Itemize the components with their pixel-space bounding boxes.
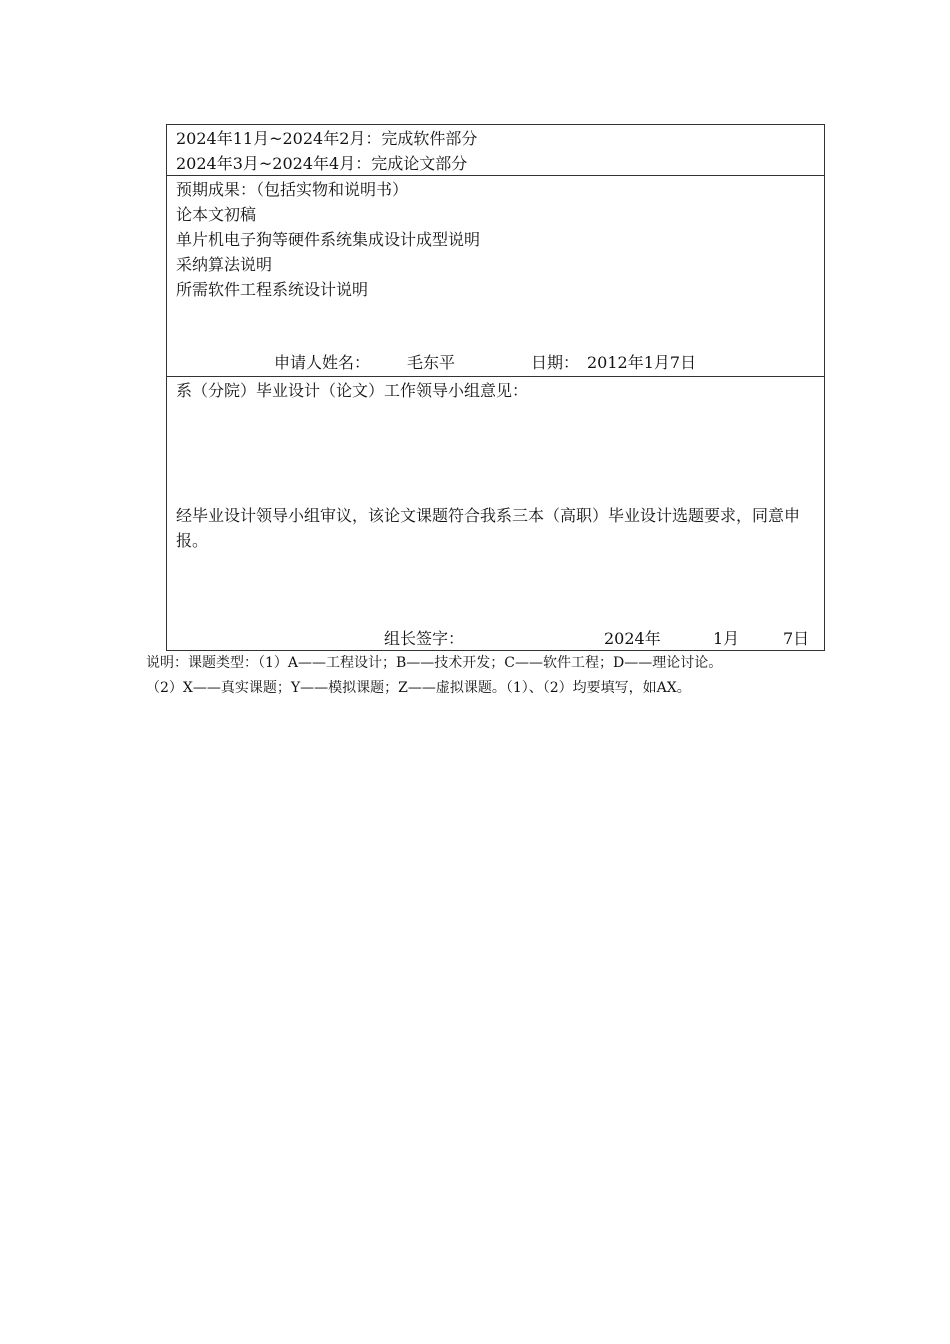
- schedule-line-software: 2024年11月~2024年2月：完成软件部分: [176, 129, 478, 148]
- outcomes-heading: 预期成果：（包括实物和说明书）: [176, 180, 409, 199]
- outcome-item: 所需软件工程系统设计说明: [176, 280, 369, 299]
- signature-year: 2024年: [604, 629, 661, 648]
- outcome-item: 单片机电子狗等硬件系统集成设计成型说明: [176, 230, 481, 249]
- signature-label: 组长签字：: [384, 629, 465, 648]
- signature-day: 7日: [783, 629, 810, 648]
- notes-topic-type: 说明：课题类型：（1）A——工程设计；B——技术开发；C——软件工程；D——理论讨论。: [146, 655, 723, 671]
- date-value: 2012年1月7日: [587, 353, 697, 372]
- schedule-line-thesis: 2024年3月~2024年4月：完成论文部分: [176, 154, 468, 173]
- application-form-table: [166, 124, 825, 651]
- expected-outcomes-cell: [167, 176, 824, 377]
- schedule-cell: [167, 125, 824, 176]
- applicant-name-value: 毛东平: [407, 353, 456, 372]
- signature-month: 1月: [713, 629, 740, 648]
- outcome-item: 论本文初稿: [176, 205, 257, 224]
- notes-section: [146, 651, 816, 701]
- opinion-heading: 系（分院）毕业设计（论文）工作领导小组意见：: [176, 381, 529, 400]
- date-label: 日期：: [531, 353, 580, 372]
- outcome-item: 采纳算法说明: [176, 255, 273, 274]
- opinion-text: 经毕业设计领导小组审议，该论文课题符合我系三本（高职）毕业设计选题要求，同意申报。: [176, 506, 801, 550]
- notes-topic-source: （2）X——真实课题；Y——模拟课题；Z——虚拟课题。（1）、（2）均要填写，如AX。: [146, 680, 691, 696]
- committee-opinion-cell: [167, 377, 824, 650]
- applicant-name-label: 申请人姓名：: [274, 353, 371, 372]
